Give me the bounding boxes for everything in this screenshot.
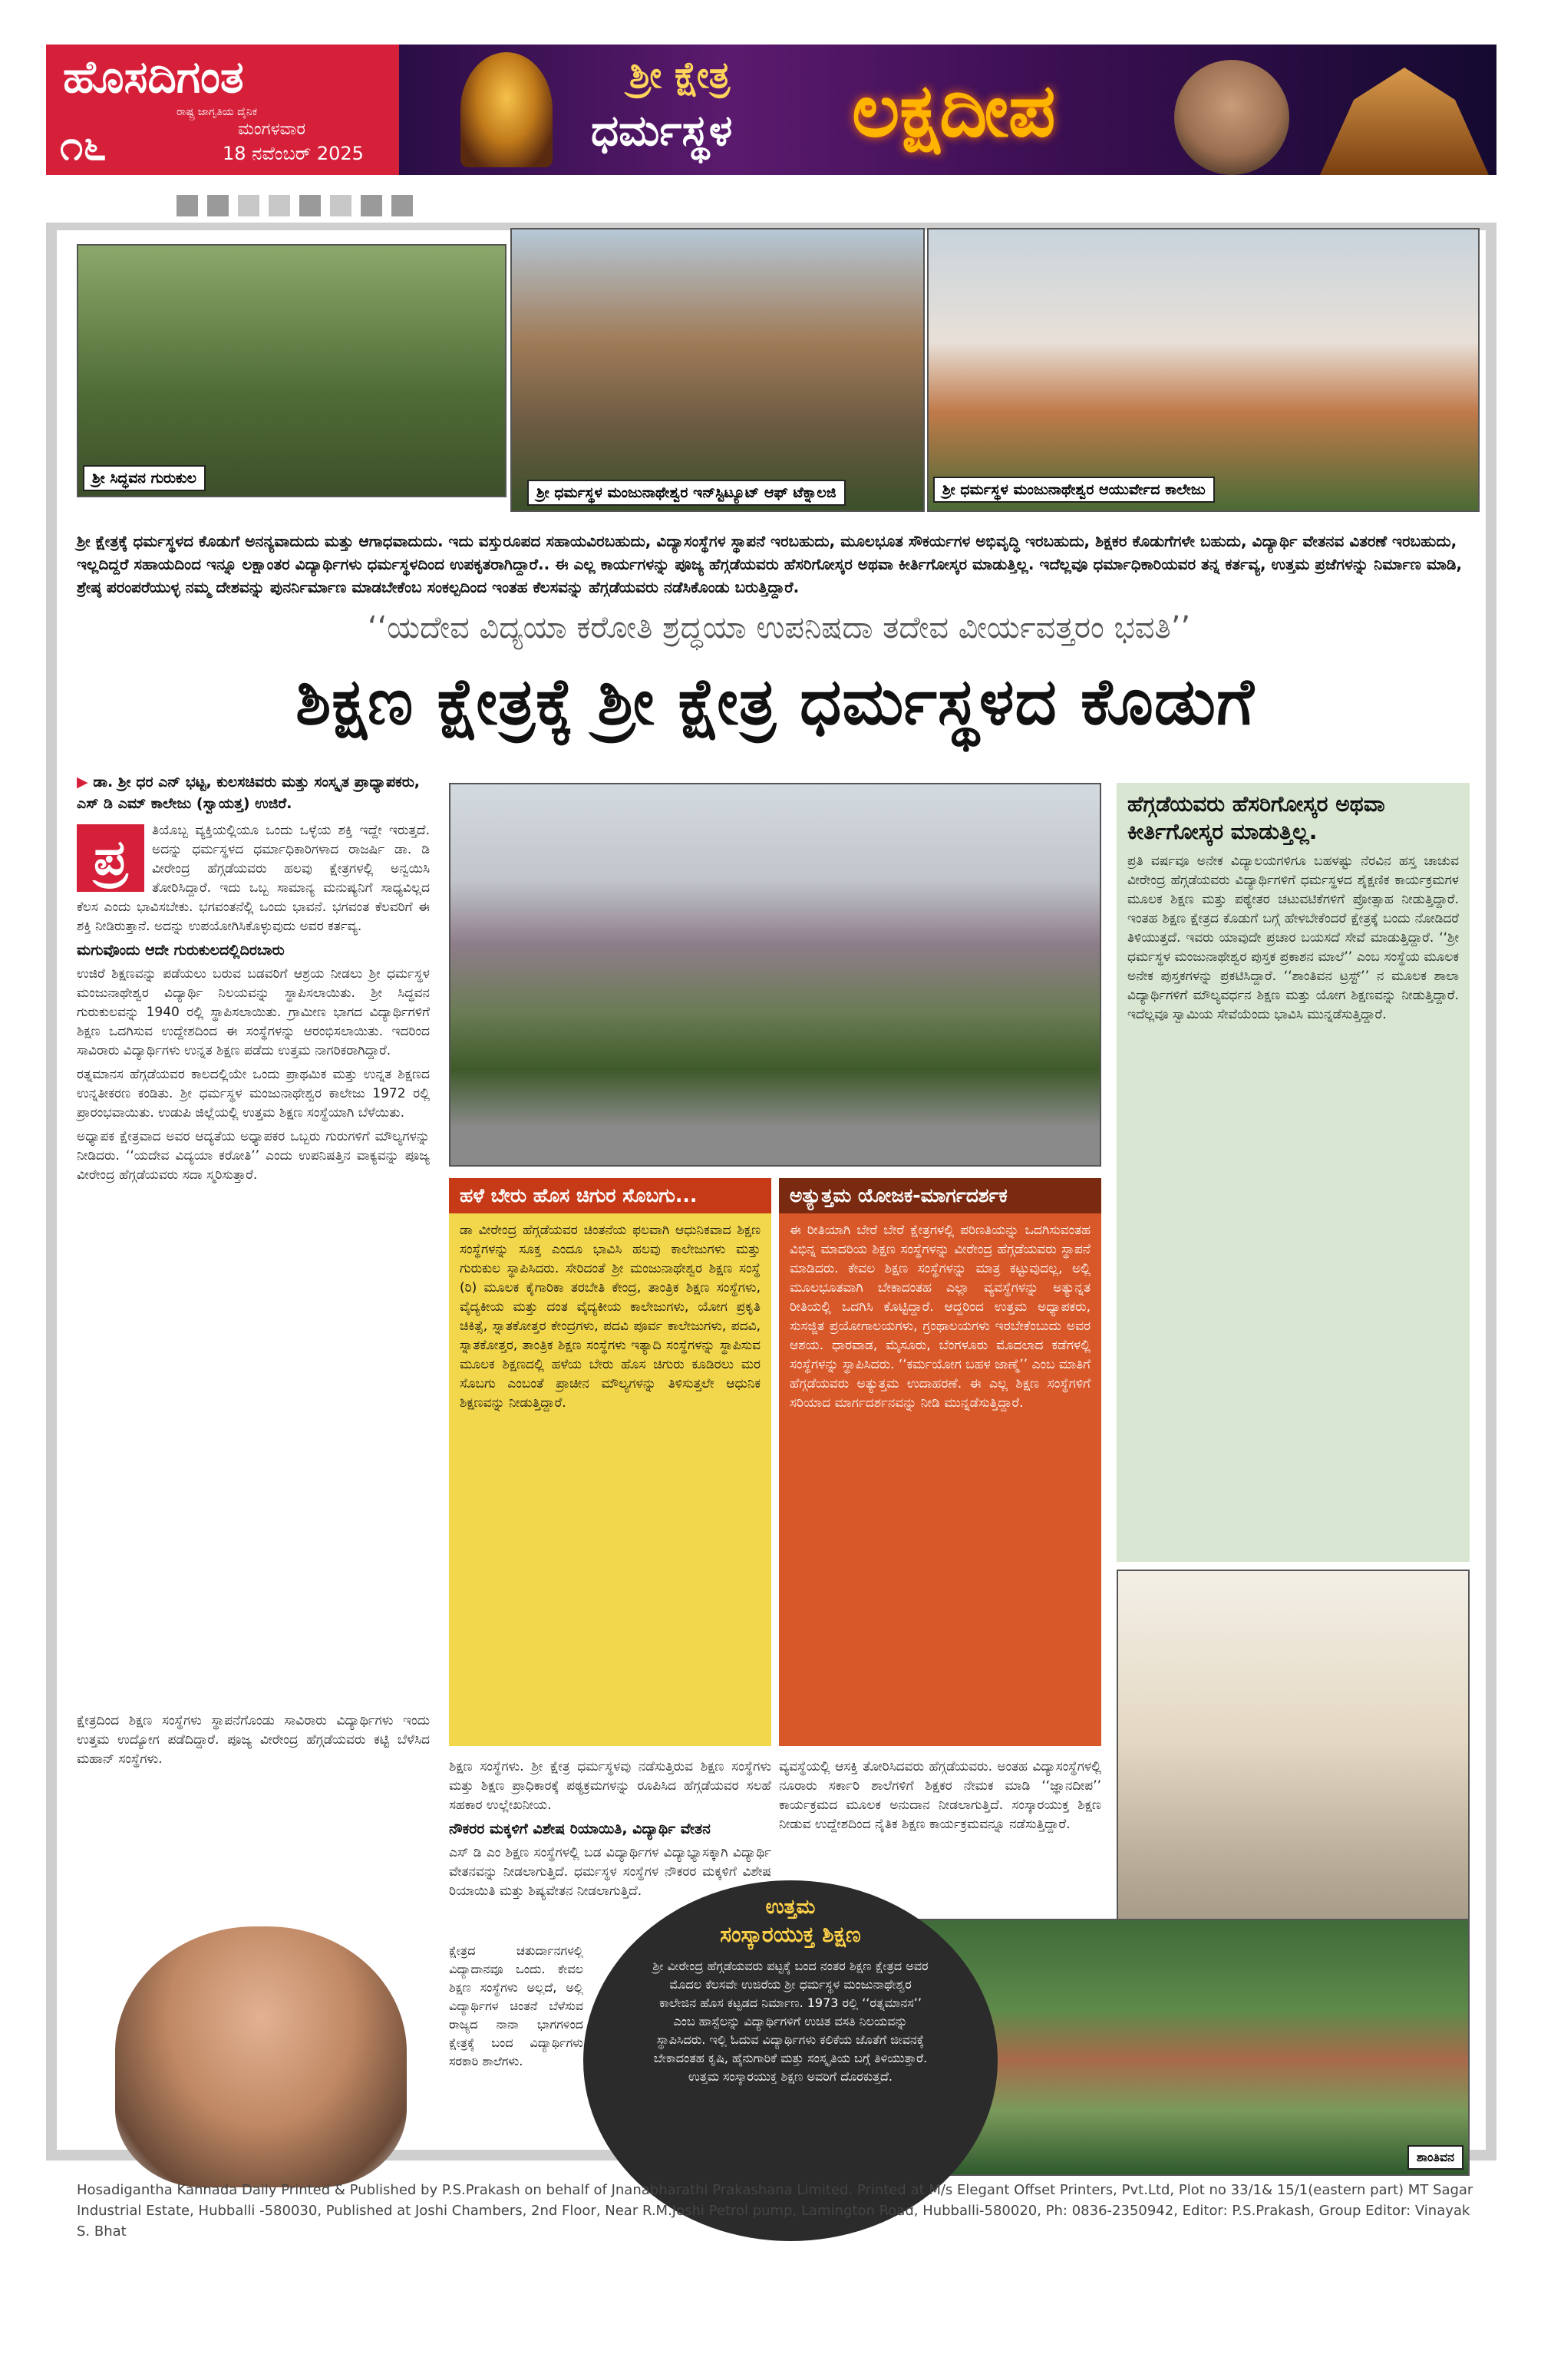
portrait-photo [77, 1926, 430, 2172]
column-1-bottom: ಕ್ಷೇತ್ರದಿಂದ ಶಿಕ್ಷಣ ಸಂಸ್ಥೆಗಳು ಸ್ಥಾಪನೆಗೊಂಡು ಸಾವಿರಾರು ವಿದ್ಯಾರ್ಥಿಗಳು ಇಂದು ಉತ್ತಮ ಉದ್ಯೋಗ ಪಡೆದಿದ್ದಾರೆ. ಪೂಜ್ಯ ವೀರೇಂದ್ರ ಹೆಗ್ಗಡೆಯವರು ಕಟ್ಟಿ ಬೆಳೆಸಿದ ಮಹಾನ್ ಸಂಸ್ಥೆಗಳು. [77, 1713, 430, 1767]
photo-college-building [449, 783, 1101, 1167]
intro-paragraph: ಶ್ರೀ ಕ್ಷೇತ್ರಕ್ಕೆ ಧರ್ಮಸ್ಥಳದ ಕೊಡುಗೆ ಅನನ್ಯವಾದುದು ಮತ್ತು ಆಗಾಧವಾದುದು. ಇದು ವಸ್ತುರೂಪದ ಸಹಾಯವಿರಬಹುದು, ವಿದ್ಯಾಸಂಸ್ಥೆಗಳ ಸ್ಥಾಪನೆ ಇರಬಹುದು, ಮೂಲಭೂತ ಸೌಕರ್ಯಗಳ ಅಭಿವೃದ್ಧಿ ಇರಬಹುದು, ಶಿಕ್ಷಕರ ಕೊಡುಗೆಗಳೇ ಬಹುದು, ವಿದ್ಯಾರ್ಥಿ ವೇತನವ ವಿತರಣೆ ಇರಬಹುದು, ಇಲ್ಲದಿದ್ದರೆ ಸಹಾಯದಿಂದ ಇನ್ನೂ ಲಕ್ಷಾಂತರ ವಿದ್ಯಾರ್ಥಿಗಳು ಧರ್ಮಸ್ಥಳದಿಂದ ಉಪಕೃತರಾಗಿದ್ದಾರೆ.. ಈ ಎಲ್ಲ ಕಾರ್ಯಗಳನ್ನು ಪೂಜ್ಯ ಹೆಗ್ಗಡೆಯವರು ಹೆಸರಿಗೋಸ್ಕರ ಅಥವಾ ಕೀರ್ತಿಗೋಸ್ಕರ ಮಾಡುತ್ತಿಲ್ಲ. ಇದೆಲ್ಲವೂ ಧರ್ಮಾಧಿಕಾರಿಯವರ ತನ್ನ ಕರ್ತವ್ಯ, ಉತ್ತಮ ಪ್ರಜೆಗಳನ್ನು ನಿರ್ಮಾಣ ಮಾಡಿ, ಶ್ರೇಷ್ಠ ಪರಂಪರೆಯುಳ್ಳ ನಮ್ಮ ದೇಶವನ್ನು ಪುನರ್ನಿರ್ಮಾಣ ಮಾಡಬೇಕೆಂಬ ಸಂಕಲ್ಪದಿಂದ ಇಂತಹ ಕೆಲಸವನ್ನು ಹೆಗ್ಗಡೆಯವರು ನಡೆಸಿಕೊಂಡು ಬರುತ್ತಿದ್ದಾರೆ. [77, 532, 1463, 596]
byline: ▶ ಡಾ. ಶ್ರೀ ಧರ ಎನ್ ಭಟ್ಟ, ಕುಲಸಚಿವರು ಮತ್ತು ಸಂಸ್ಕೃತ ಪ್ರಾಧ್ಯಾಪಕರು, ಎಸ್ ಡಿ ಎಮ್ ಕಾಲೇಜು (ಸ್ವಾಯತ್ತ) ಉಜಿರೆ. [77, 774, 421, 812]
paragraph: ಎಸ್ ಡಿ ಎಂ ಶಿಕ್ಷಣ ಸಂಸ್ಥೆಗಳಲ್ಲಿ ಬಡ ವಿದ್ಯಾರ್ಥಿಗಳ ವಿದ್ಯಾಭ್ಯಾಸಕ್ಕಾಗಿ ವಿದ್ಯಾರ್ಥಿ ವೇತನವನ್ನು ನೀಡಲಾಗುತ್ತಿದೆ. ಧರ್ಮಸ್ಥಳ ಸಂಸ್ಥೆಗಳ ನೌಕರರ ಮಕ್ಕಳಿಗೆ ವಿಶೇಷ ರಿಯಾಯಿತಿ ಮತ್ತು ಶಿಷ್ಯವೇತನ ನೀಡಲಾಗುತ್ತಿದೆ. [449, 1845, 771, 1899]
column-3-continued: ವ್ಯವಸ್ಥೆಯಲ್ಲಿ ಆಸಕ್ತಿ ತೋರಿಸಿದವರು ಹೆಗ್ಗಡೆಯವರು. ಅಂತಹ ವಿದ್ಯಾಸಂಸ್ಥೆಗಳಲ್ಲಿ ನೂರಾರು ಸರ್ಕಾರಿ ಶಾಲೆಗಳಿಗೆ ಶಿಕ್ಷಕರ ನೇಮಕ ಮಾಡಿ ‘‘ಜ್ಞಾನದೀಪ’’ ಕಾರ್ಯಕ್ರಮದ ಮೂಲಕ ಅನುದಾನ ನೀಡಲಾಗುತ್ತಿದೆ. ಸಂಸ್ಕಾರಯುಕ್ತ ಶಿಕ್ಷಣ ನೀಡುವ ಉದ್ದೇಶದಿಂದ ನೈತಿಕ ಶಿಕ್ಷಣ ಕಾರ್ಯಕ್ರಮವನ್ನೂ ನಡೆಸುತ್ತಿದ್ದಾರೆ. [779, 1759, 1101, 1832]
circle-title-2: ಸಂಸ್ಕಾರಯುಕ್ತ ಶಿಕ್ಷಣ [720, 1922, 861, 1947]
sidebar-old-roots [449, 1178, 771, 1746]
sanskrit-quote: ‘‘ಯದೇವ ವಿದ್ಯಯಾ ಕರೋತಿ ಶ್ರದ್ಧಯಾ ಉಪನಿಷದಾ ತದೇವ ವೀರ್ಯವತ್ತರಂ ಭವತಿ’’ [367, 610, 1191, 645]
subheading: ಮಗುವೊಂದು ಆದೇ ಗುರುಕುಲದಲ್ಲಿದಿರಬಾರು [77, 942, 285, 959]
photo-caption: ಶ್ರೀ ಸಿದ್ಧವನ ಗುರುಕುಲ [83, 465, 206, 491]
column-2-continued [449, 1758, 771, 1901]
paragraph: ಅಧ್ಯಾಪಕ ಕ್ಷೇತ್ರವಾದ ಅವರ ಆದ್ಯತೆಯ ಅಧ್ಯಾಪಕರ ಒಬ್ಬರು ಗುರುಗಳಿಗೆ ಮೌಲ್ಯಗಳನ್ನು ನೀಡಿದರು. ‘‘ಯದೇವ ವಿದ್ಯಯಾ ಕರೋತಿ’’ ಎಂದು ಉಪನಿಷತ್ತಿನ ವಾಕ್ಯವನ್ನು ಪೂಜ್ಯ ವೀರೇಂದ್ರ ಹೆಗ್ಗಡೆಯವರು ಸದಾ ಸ್ಮರಿಸುತ್ತಾರೆ. [77, 1129, 430, 1183]
box-title: ಹಳೆ ಬೇರು ಹೊಸ ಚಿಗುರ ಸೊಬಗು... [449, 1178, 771, 1213]
right-sidebar [1117, 783, 1470, 1562]
decorative-blocks [177, 195, 413, 218]
photo-ayurveda-college [927, 228, 1480, 512]
photo-technology-institute [510, 228, 925, 512]
lakshadeepa-banner [399, 45, 1496, 175]
deity-image [460, 52, 553, 167]
page-number: ೧೬ [60, 121, 107, 170]
sidebar-body: ಪ್ರತಿ ವರ್ಷವೂ ಅನೇಕ ವಿದ್ಯಾಲಯಗಳಿಗೂ ಬಹಳಷ್ಟು ನೆರವಿನ ಹಸ್ತ ಚಾಚುವ ವೀರೇಂದ್ರ ಹೆಗ್ಗಡೆಯವರು ವಿದ್ಯಾರ್ಥಿಗಳಿಗೆ ಧರ್ಮಸ್ಥಳದ ಶೈಕ್ಷಣಿಕ ಕಾರ್ಯಕ್ರಮಗಳ ಮೂಲಕ ಶಿಕ್ಷಣ ಮತ್ತು ಪಠ್ಯೇತರ ಚಟುವಟಿಕೆಗಳಿಗೆ ಪ್ರೋತ್ಸಾಹ ನೀಡುತ್ತಿದ್ದಾರೆ. ಇಂತಹ ಶಿಕ್ಷಣ ಕ್ಷೇತ್ರದ ಕೊಡುಗೆ ಬಗ್ಗೆ ಹೇಳಬೇಕೆಂದರೆ ಕ್ಷೇತ್ರಕ್ಕೆ ಬಂದು ನೋಡಿದರೆ ತಿಳಿಯುತ್ತದೆ. ಇವರು ಯಾವುದೇ ಪ್ರಚಾರ ಬಯಸದೆ ಸೇವೆ ಮಾಡುತ್ತಿದ್ದಾರೆ. ‘‘ಶ್ರೀ ಧರ್ಮಸ್ಥಳ ಮಂಜುನಾಥೇಶ್ವರ ಪುಸ್ತಕ ಪ್ರಕಾಶನ ಮಾಲೆ’’ ಎಂಬ ಸಂಸ್ಥೆಯ ಮೂಲಕ ಅನೇಕ ಪುಸ್ತಕಗಳನ್ನು ಪ್ರಕಟಿಸಿದ್ದಾರೆ. ‘‘ಶಾಂತಿವನ ಟ್ರಸ್ಟ್’’ ನ ಮೂಲಕ ಶಾಲಾ ವಿದ್ಯಾರ್ಥಿಗಳಿಗೆ ಮೌಲ್ಯವರ್ಧನ ಶಿಕ್ಷಣ ಮತ್ತು ಯೋಗ ಶಿಕ್ಷಣವನ್ನು ನೀಡುತ್ತಿದ್ದಾರೆ. ಇದೆಲ್ಲವೂ ಸ್ವಾಮಿಯ ಸೇವೆಯೆಂದು ಭಾವಿಸಿ ಮುನ್ನಡೆಸುತ್ತಿದ್ದಾರೆ. [1127, 853, 1459, 1022]
paper-name: ಹೊಸದಿಗಂತ [63, 51, 244, 103]
box-body: ಡಾ ವೀರೇಂದ್ರ ಹೆಗ್ಗಡೆಯವರ ಚಿಂತನೆಯ ಫಲವಾಗಿ ಆಧುನಿಕವಾದ ಶಿಕ್ಷಣ ಸಂಸ್ಥೆಗಳನ್ನು ಸೂಕ್ತ ಎಂದೂ ಭಾವಿಸಿ ಹಲವು ಕಾಲೇಜುಗಳು ಮತ್ತು ಗುರುಕುಲ ಸ್ಥಾಪಿಸಿದರು. ಸೇರಿದಂತೆ ಶ್ರೀ ಮಂಜುನಾಥೇಶ್ವರ ಶಿಕ್ಷಣ ಸಂಸ್ಥೆ (ರಿ) ಮೂಲಕ ಕೈಗಾರಿಕಾ ತರಬೇತಿ ಕೇಂದ್ರ, ತಾಂತ್ರಿಕ ಶಿಕ್ಷಣ ಸಂಸ್ಥೆಗಳು, ವೈದ್ಯಕೀಯ ಮತ್ತು ದಂತ ವೈದ್ಯಕೀಯ ಕಾಲೇಜುಗಳು, ಯೋಗ ಪ್ರಕೃತಿ ಚಿಕಿತ್ಸೆ, ಸ್ನಾತಕೋತ್ತರ ಕೇಂದ್ರಗಳು, ಪದವಿ ಪೂರ್ವ ಕಾಲೇಜುಗಳು, ಪದವಿ, ಸ್ನಾತಕೋತ್ತರ, ತಾಂತ್ರಿಕ ಶಿಕ್ಷಣ ಸಂಸ್ಥೆಗಳು ಇತ್ಯಾದಿ ಸಂಸ್ಥೆಗಳನ್ನು ಸ್ಥಾಪಿಸುವ ಮೂಲಕ ಶಿಕ್ಷಣದಲ್ಲಿ ಹಳೆಯ ಬೇರು ಹೊಸ ಚಿಗುರು ಕೂಡಿರಲು ಮರ ಸೊಬಗು ಎಂಬಂತೆ ಪ್ರಾಚೀನ ಮೌಲ್ಯಗಳನ್ನು ತಿಳಿಸುತ್ತಲೇ ಆಧುನಿಕ ಶಿಕ್ಷಣವನ್ನು ನೀಡುತ್ತಿದ್ದಾರೆ. [460, 1223, 761, 1411]
paragraph: ತಿಯೊಬ್ಬ ವ್ಯಕ್ತಿಯಲ್ಲಿಯೂ ಒಂದು ಒಳ್ಳೆಯ ಶಕ್ತಿ ಇದ್ದೇ ಇರುತ್ತದೆ. ಅದನ್ನು ಧರ್ಮಸ್ಥಳದ ಧರ್ಮಾಧಿಕಾರಿಗಳಾದ ರಾಜರ್ಷಿ ಡಾ. ಡಿ ವೀರೇಂದ್ರ ಹೆಗ್ಗಡೆಯವರು ಹಲವು ಕ್ಷೇತ್ರಗಳಲ್ಲಿ ಅನ್ವಯಿಸಿ ತೋರಿಸಿದ್ದಾರೆ. ಇದು ಒಬ್ಬ ಸಾಮಾನ್ಯ ಮನುಷ್ಯನಿಗೆ ಸಾಧ್ಯವಿಲ್ಲದ ಕೆಲಸ ಎಂದು ಭಾವಿಸಬೇಕು. ಭಗವಂತನೆಲ್ಲಿ ಒಂದು ಭಾವನೆ. ಭಗವಂತ ಕೆಲವರಿಗೆ ಈ ಶಕ್ತಿ ನೀಡಿರುತ್ತಾನೆ. ಅದನ್ನು ಉಪಯೋಗಿಸಿಕೊಳ್ಳುವುದು ಅವರ ಕರ್ತವ್ಯ. [77, 823, 430, 934]
photo-caption: ಶಾಂತಿವನ [1407, 2145, 1463, 2170]
photo-caption: ಶ್ರೀ ಧರ್ಮಸ್ಥಳ ಮಂಜುನಾಥೇಶ್ವರ ಆಯುರ್ವೇದ ಕಾಲೇಜು [933, 477, 1215, 503]
photo-gurukula [77, 244, 507, 497]
column-1 [77, 821, 430, 1190]
headline: ಶಿಕ್ಷಣ ಕ್ಷೇತ್ರಕ್ಕೆ ಶ್ರೀ ಕ್ಷೇತ್ರ ಧರ್ಮಸ್ಥಳದ ಕೊಡುಗೆ [295, 664, 1255, 739]
sidebar-planner [779, 1178, 1101, 1746]
logo-block [46, 45, 399, 175]
drop-cap: ಪ್ರ [77, 824, 144, 892]
paragraph: ಶಿಕ್ಷಣ ಸಂಸ್ಥೆಗಳು. ಶ್ರೀ ಕ್ಷೇತ್ರ ಧರ್ಮಸ್ಥಳವು ನಡೆಸುತ್ತಿರುವ ಶಿಕ್ಷಣ ಸಂಸ್ಥೆಗಳು ಮತ್ತು ಶಿಕ್ಷಣ ಪ್ರಾಧಿಕಾರಕ್ಕೆ ಪಠ್ಯಕ್ರಮಗಳನ್ನು ರೂಪಿಸಿದ ಹೆಗ್ಗಡೆಯವರ ಸಲಹೆ ಸಹಕಾರ ಉಲ್ಲೇಖನೀಯ. [449, 1759, 771, 1813]
banner-portrait [1174, 60, 1289, 175]
box-body: ಈ ರೀತಿಯಾಗಿ ಬೇರೆ ಬೇರೆ ಕ್ಷೇತ್ರಗಳಲ್ಲಿ ಪರಿಣತಿಯನ್ನು ಒದಗಿಸುವಂತಹ ವಿಭಿನ್ನ ಮಾದರಿಯ ಶಿಕ್ಷಣ ಸಂಸ್ಥೆಗಳನ್ನು ವೀರೇಂದ್ರ ಹೆಗ್ಗಡೆಯವರು ಸ್ಥಾಪನೆ ಮಾಡಿದರು. ಕೇವಲ ಶಿಕ್ಷಣ ಸಂಸ್ಥೆಗಳನ್ನು ಮಾತ್ರ ಕಟ್ಟುವುದಲ್ಲ, ಅಲ್ಲಿ ಮೂಲಭೂತವಾಗಿ ಬೇಕಾದಂತಹ ಎಲ್ಲಾ ವ್ಯವಸ್ಥೆಗಳನ್ನು ಅತ್ಯುನ್ನತ ರೀತಿಯಲ್ಲಿ ಒದಗಿಸಿ ಕೊಟ್ಟಿದ್ದಾರೆ. ಆದ್ದರಿಂದ ಉತ್ತಮ ಅಧ್ಯಾಪಕರು, ಸುಸಜ್ಜಿತ ಪ್ರಯೋಗಾಲಯಗಳು, ಗ್ರಂಥಾಲಯಗಳು ಇರಬೇಕೆಂಬುದು ಅವರ ಆಶಯ. ಧಾರವಾಡ, ಮೈಸೂರು, ಬೆಂಗಳೂರು ಮೊದಲಾದ ಕಡೆಗಳಲ್ಲಿ ಸಂಸ್ಥೆಗಳನ್ನು ಸ್ಥಾಪಿಸಿದರು. ‘‘ಕರ್ಮಯೋಗ ಬಹಳ ಜಾಣ್ಮೆ’’ ಎಂಬ ಮಾತಿಗೆ ಹೆಗ್ಗಡೆಯವರು ಅತ್ಯುತ್ತಮ ಉದಾಹರಣೆ. ಈ ಎಲ್ಲ ಶಿಕ್ಷಣ ಸಂಸ್ಥೆಗಳಿಗೆ ಸರಿಯಾದ ಮಾರ್ಗದರ್ಶನವನ್ನು ನೀಡಿ ಮುನ್ನಡೆಸುತ್ತಿದ್ದಾರೆ. [790, 1223, 1091, 1411]
issue-date: 18 ನವೆಂಬರ್ 2025 [223, 143, 364, 164]
paragraph: ಉಜಿರೆ ಶಿಕ್ಷಣವನ್ನು ಪಡೆಯಲು ಬರುವ ಬಡವರಿಗೆ ಆಶ್ರಯ ನೀಡಲು ಶ್ರೀ ಧರ್ಮಸ್ಥಳ ಮಂಜುನಾಥೇಶ್ವರ ವಿದ್ಯಾರ್ಥಿ ನಿಲಯವನ್ನು ಸ್ಥಾಪಿಸಲಾಯಿತು. ಶ್ರೀ ಸಿದ್ಧವನ ಗುರುಕುಲವನ್ನು 1940 ರಲ್ಲಿ ಸ್ಥಾಪಿಸಲಾಯಿತು. ಗ್ರಾಮೀಣ ಭಾಗದ ವಿದ್ಯಾರ್ಥಿಗಳಿಗೆ ಶಿಕ್ಷಣ ಒದಗಿಸುವ ಉದ್ದೇಶದಿಂದ ಈ ಸಂಸ್ಥೆಗಳನ್ನು ಆರಂಭಿಸಲಾಯಿತು. ಇದರಿಂದ ಸಾವಿರಾರು ವಿದ್ಯಾರ್ಥಿಗಳು ಉನ್ನತ ಶಿಕ್ಷಣ ಪಡೆದು ಉತ್ತಮ ನಾಗರಿಕರಾಗಿದ್ದಾರೆ. [77, 966, 430, 1058]
issue-day: ಮಂಗಳವಾರ [238, 120, 306, 139]
paper-tagline: ರಾಷ್ಟ್ರ ಜಾಗೃತಿಯ ದೈನಿಕ [177, 106, 258, 118]
subheading: ನೌಕರರ ಮಕ್ಕಳಿಗೆ ವಿಶೇಷ ರಿಯಾಯಿತಿ, ವಿದ್ಯಾರ್ಥಿ ವೇತನ [449, 1820, 711, 1837]
circle-body: ಶ್ರೀ ವೀರೇಂದ್ರ ಹೆಗ್ಗಡೆಯವರು ಪಟ್ಟಕ್ಕೆ ಬಂದ ನಂತರ ಶಿಕ್ಷಣ ಕ್ಷೇತ್ರದ ಅವರ ಮೊದಲ ಕೆಲಸವೇ ಉಜಿರೆಯ ಶ್ರೀ ಧರ್ಮಸ್ಥಳ ಮಂಜುನಾಥೇಶ್ವರ ಕಾಲೇಜಿನ ಹೊಸ ಕಟ್ಟಡದ ನಿರ್ಮಾಣ. 1973 ರಲ್ಲಿ ‘‘ರತ್ನಮಾನಸ’’ ಎಂಬ ಹಾಸ್ಟೆಲನ್ನು ವಿದ್ಯಾರ್ಥಿಗಳಿಗೆ ಉಚಿತ ವಸತಿ ನಿಲಯವನ್ನು ಸ್ಥಾಪಿಸಿದರು. ಇಲ್ಲಿ ಓದುವ ವಿದ್ಯಾರ್ಥಿಗಳು ಕಲಿಕೆಯ ಜೊತೆಗೆ ಜೀವನಕ್ಕೆ ಬೇಕಾದಂತಹ ಕೃಷಿ, ಹೈನುಗಾರಿಕೆ ಮತ್ತು ಸಂಸ್ಕೃತಿಯ ಬಗ್ಗೆ ತಿಳಿಯುತ್ತಾರೆ. ಉತ್ತಮ ಸಂಸ್ಕಾರಯುಕ್ತ ಶಿಕ್ಷಣ ಅವರಿಗೆ ದೊರಕುತ್ತದೆ. [652, 1959, 929, 2084]
temple-image [1320, 68, 1489, 175]
sidebar-title: ಹೆಗ್ಗಡೆಯವರು ಹೆಸರಿಗೋಸ್ಕರ ಅಥವಾ ಕೀರ್ತಿಗೋಸ್ಕರ ಮಾಡುತ್ತಿಲ್ಲ. [1127, 791, 1385, 844]
banner-line-1: ಶ್ರೀ ಕ್ಷೇತ್ರ [629, 54, 731, 97]
narrow-column: ಕ್ಷೇತ್ರದ ಚತುರ್ದಾನಗಳಲ್ಲಿ ವಿದ್ಯಾದಾನವೂ ಒಂದು. ಕೇವಲ ಶಿಕ್ಷಣ ಸಂಸ್ಥೆಗಳು ಅಲ್ಲದೆ, ಅಲ್ಲಿ ವಿದ್ಯಾರ್ಥಿಗಳ ಚಿಂತನೆ ಬೆಳೆಸುವ ರಾಜ್ಯದ ನಾನಾ ಭಾಗಗಳಿಂದ ಕ್ಷೇತ್ರಕ್ಕೆ ಬಂದ ವಿದ್ಯಾರ್ಥಿಗಳು ಸರಕಾರಿ ಶಾಲೆಗಳು. [449, 1943, 583, 2068]
banner-title: ಲಕ್ಷದೀಪ [852, 68, 1056, 153]
imprint-footer: Hosadigantha Kannada Daily Printed & Published by P.S.Prakash on behalf of Jnanabharathi Prakashana Limited. Printed at M/s Elegant Offset Printers, Pvt.Ltd, Plot no 33/1& 15/1(eastern part) MT Sagar Industrial Estate, Hubballi -580030, Published at Joshi Chambers, 2nd Floor, Near R.M.Joshi Petrol pump, Lamington Road, Hubballi-580020, Ph: 0836-2350942, Editor: P.S.Prakash, Group Editor: Vinayak S. Bhat [77, 2182, 1473, 2240]
masthead [46, 45, 1496, 175]
circle-title-1: ಉತ್ತಮ [765, 1896, 816, 1919]
paragraph: ರತ್ನಮಾನಸ ಹೆಗ್ಗಡೆಯವರ ಕಾಲದಲ್ಲಿಯೇ ಒಂದು ಪ್ರಾಥಮಿಕ ಮತ್ತು ಉನ್ನತ ಶಿಕ್ಷಣದ ಉನ್ನತೀಕರಣ ಕಂಡಿತು. ಶ್ರೀ ಧರ್ಮಸ್ಥಳ ಮಂಜುನಾಥೇಶ್ವರ ಕಾಲೇಜು 1972 ರಲ್ಲಿ ಪ್ರಾರಂಭವಾಯಿತು. ಉಡುಪಿ ಜಿಲ್ಲೆಯಲ್ಲಿ ಉತ್ತಮ ಶಿಕ್ಷಣ ಸಂಸ್ಥೆಯಾಗಿ ಬೆಳೆಯಿತು. [77, 1067, 430, 1121]
box-title: ಅತ್ಯುತ್ತಮ ಯೋಜಕ-ಮಾರ್ಗದರ್ಶಕ [779, 1178, 1101, 1213]
banner-line-2: ಧರ್ಮಸ್ಥಳ [591, 106, 733, 156]
photo-caption: ಶ್ರೀ ಧರ್ಮಸ್ಥಳ ಮಂಜುನಾಥೇಶ್ವರ ಇನ್‌ಸ್ಟಿಟ್ಯೂಟ್ ಆಫ್ ಟೆಕ್ನಾಲಜಿ [527, 480, 846, 506]
